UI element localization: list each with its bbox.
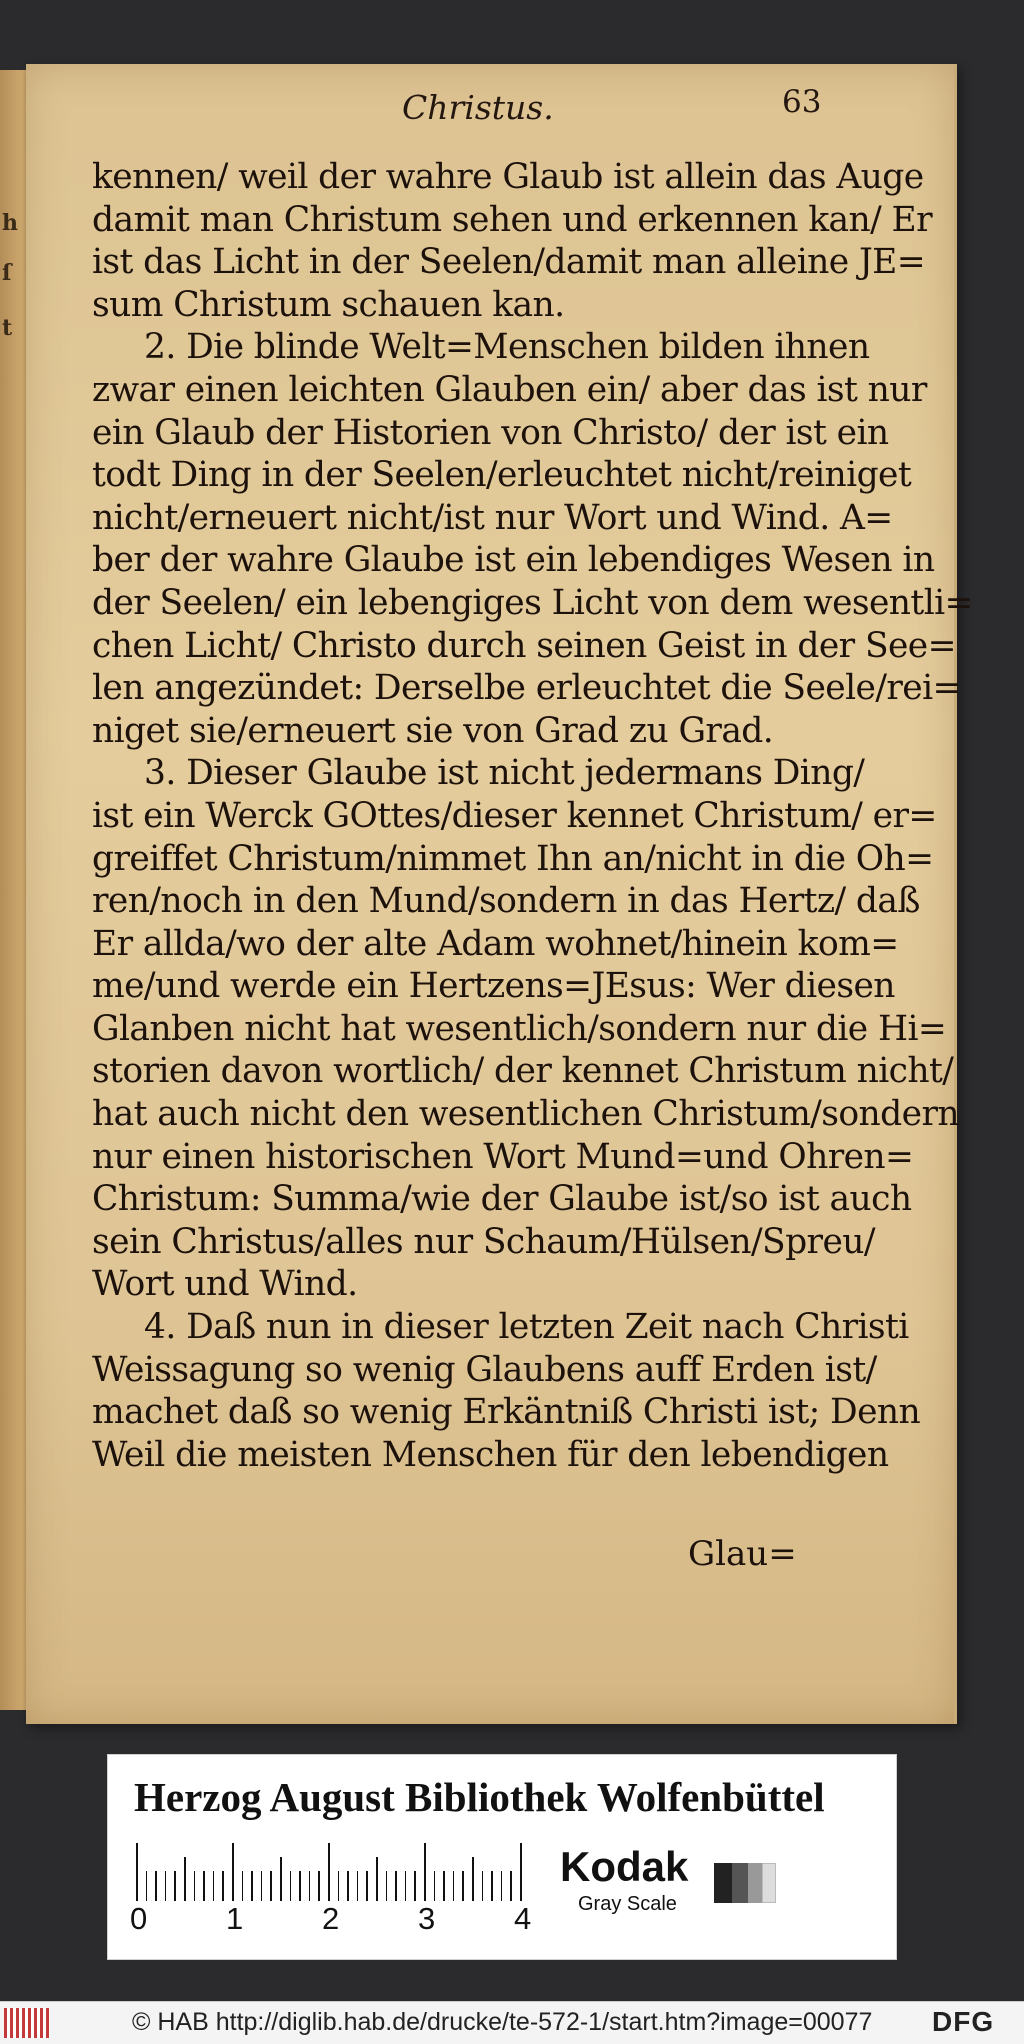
text-line: ein Glaub der Historien von Christo/ der ist ein: [92, 412, 889, 453]
ruler-tick: [366, 1871, 368, 1901]
ruler-tick: [510, 1871, 512, 1901]
viewer-footer: [0, 2001, 1024, 2044]
text-line: ber der wahre Glaube ist ein lebendiges Wesen in: [92, 540, 935, 581]
text-line: damit man Christum sehen und erkennen kan/ Er: [92, 199, 932, 240]
catchword: Glau=: [688, 1534, 797, 1574]
ruler-tick: [434, 1871, 436, 1901]
ruler-tick: [280, 1857, 282, 1901]
text-line: ist das Licht in der Seelen/damit man alleine JE=: [92, 242, 926, 283]
text-line: kennen/ weil der wahre Glaub ist allein das Auge: [92, 157, 924, 197]
ruler-number: 3: [418, 1901, 436, 1936]
ruler-tick: [232, 1843, 234, 1901]
text-line: hat auch nicht den wesentlichen Christum/sondern: [92, 1094, 959, 1135]
ruler-tick: [520, 1843, 522, 1901]
ruler-tick: [501, 1871, 503, 1901]
barcode-icon: [4, 2008, 50, 2038]
text-line: der Seelen/ ein lebengiges Licht von dem wesentli=: [92, 582, 973, 623]
ruler-tick: [462, 1871, 464, 1901]
ruler-tick: [395, 1871, 397, 1901]
ruler-tick: [299, 1871, 301, 1901]
copyright-link[interactable]: © HAB http://diglib.hab.de/drucke/te-572-1/start.htm?image=00077: [132, 2008, 873, 2036]
ruler-tick: [491, 1871, 493, 1901]
ruler-tick: [184, 1857, 186, 1901]
ruler-tick: [309, 1871, 311, 1901]
page-header: [92, 84, 822, 134]
ruler-tick: [386, 1871, 388, 1901]
measurement-ruler: [136, 1841, 536, 1901]
ruler-tick: [290, 1871, 292, 1901]
ruler-tick: [155, 1871, 157, 1901]
text-line: machet daß so wenig Erkäntniß Christi ist; Denn: [92, 1392, 921, 1433]
ruler-tick: [136, 1843, 138, 1901]
ruler-number: 1: [226, 1901, 244, 1936]
ruler-tick: [414, 1871, 416, 1901]
text-line: Christum: Summa/wie der Glaube ist/so ist auch: [92, 1179, 912, 1220]
ruler-tick: [318, 1871, 320, 1901]
institution-name: Herzog August Bibliothek Wolfenbüttel: [134, 1774, 825, 1820]
ruler-tick: [482, 1871, 484, 1901]
facing-page-fragment: t: [2, 315, 13, 341]
ruler-tick: [424, 1843, 426, 1901]
ruler-tick: [357, 1871, 359, 1901]
text-line: Glanben nicht hat wesentlich/sondern nur die Hi=: [92, 1008, 947, 1049]
ruler-tick: [146, 1871, 148, 1901]
ruler-tick: [328, 1843, 330, 1901]
text-line: todt Ding in der Seelen/erleuchtet nicht/reiniget: [92, 455, 912, 496]
text-line: 4. Daß nun in dieser letzten Zeit nach Christi: [144, 1307, 909, 1348]
text-line: zwar einen leichten Glauben ein/ aber das ist nur: [92, 369, 927, 410]
ruler-tick: [261, 1871, 263, 1901]
text-line: ren/noch in den Mund/sondern in das Hertz/ daß: [92, 881, 920, 922]
text-line: greiffet Christum/nimmet Ihn an/nicht in die Oh=: [92, 838, 934, 879]
text-line: nur einen historischen Wort Mund=und Ohren=: [92, 1136, 914, 1177]
text-line: Er allda/wo der alte Adam wohnet/hinein kom=: [92, 923, 899, 964]
ruler-tick: [251, 1871, 253, 1901]
text-line: Wort und Wind.: [92, 1264, 358, 1305]
text-line: ist ein Werck GOttes/dieser kennet Christum/ er=: [92, 795, 937, 836]
ruler-tick: [453, 1871, 455, 1901]
running-title: Christus.: [402, 88, 554, 127]
gray-scale-swatches: [714, 1863, 776, 1903]
ruler-tick: [222, 1871, 224, 1901]
facing-page-fragment: ſ: [2, 260, 12, 286]
dfg-logo: DFG: [932, 2006, 995, 2037]
ruler-tick: [338, 1871, 340, 1901]
ruler-tick: [165, 1871, 167, 1901]
archive-color-strip: [107, 1754, 897, 1960]
text-line: 3. Dieser Glaube ist nicht jedermans Ding/: [144, 753, 865, 794]
text-line: Weissagung so wenig Glaubens auff Erden ist/: [92, 1349, 877, 1390]
text-line: 2. Die blinde Welt=Menschen bilden ihnen: [144, 327, 870, 368]
ruler-tick: [443, 1871, 445, 1901]
ruler-tick: [213, 1871, 215, 1901]
text-line: len angezündet: Derselbe erleuchtet die Seele/rei=: [92, 668, 961, 709]
ruler-tick: [472, 1857, 474, 1901]
ruler-tick: [376, 1857, 378, 1901]
gray-scale-label: Gray Scale: [578, 1893, 677, 1915]
text-line: me/und werde ein Hertzens=JEsus: Wer diesen: [92, 966, 895, 1007]
ruler-tick: [194, 1871, 196, 1901]
page-number: 63: [782, 84, 822, 120]
text-line: sein Christus/alles nur Schaum/Hülsen/Spreu/: [92, 1221, 875, 1262]
text-line: sum Christum schauen kan.: [92, 284, 565, 325]
text-line: nicht/erneuert nicht/ist nur Wort und Wind. A=: [92, 497, 893, 538]
ruler-tick: [405, 1871, 407, 1901]
ruler-tick: [174, 1871, 176, 1901]
ruler-number: 0: [130, 1901, 148, 1936]
ruler-tick: [242, 1871, 244, 1901]
ruler-number: 2: [322, 1901, 340, 1936]
text-line: chen Licht/ Christo durch seinen Geist in der See=: [92, 625, 956, 666]
text-line: Weil die meisten Menschen für den lebendigen: [92, 1434, 889, 1475]
facing-page-fragment: h: [2, 210, 18, 236]
text-line: storien davon wortlich/ der kennet Christum nicht/: [92, 1051, 954, 1092]
page-text: [92, 156, 973, 1476]
ruler-tick: [203, 1871, 205, 1901]
ruler-tick: [270, 1871, 272, 1901]
kodak-logo: Kodak: [560, 1843, 689, 1890]
ruler-number: 4: [514, 1901, 532, 1936]
ruler-tick: [347, 1871, 349, 1901]
text-line: niget sie/erneuert sie von Grad zu Grad.: [92, 710, 774, 751]
